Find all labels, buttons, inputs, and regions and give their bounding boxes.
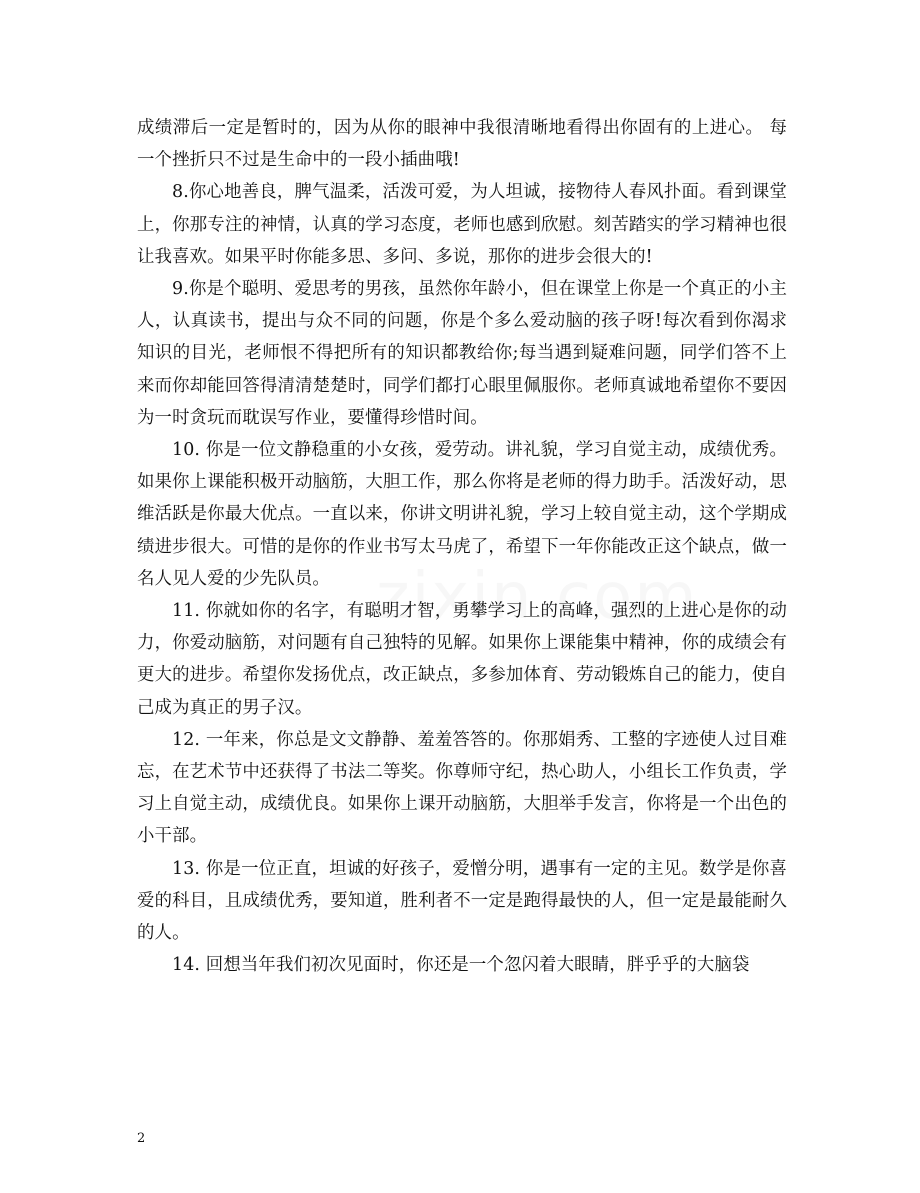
body-text	[137, 112, 787, 981]
paragraph-continued: 成绩滞后一定是暂时的，因为从你的眼神中我很清晰地看得出你固有的上进心。 每一个挫折只不过是生命中的一段小插曲哦!	[137, 118, 787, 171]
paragraph-10: 10. 你是一位文静稳重的小女孩，爱劳动。讲礼貌，学习自觉主动，成绩优秀。如果你上课能积极开动脑筋，大胆工作，那么你将是老师的得力助手。活泼好动，思维活跃是你最大优点。一直以来，你讲文明讲礼貌，学习上较自觉主动，这个学期成绩进步很大。可惜的是你的作业书写太马虎了，希望下一年你能改正这个缺点，做一名人见人爱的少先队员。	[137, 440, 787, 589]
paragraph-14: 14. 回想当年我们初次见面时，你还是一个忽闪着大眼睛，胖乎乎的大脑袋	[172, 955, 750, 976]
paragraph-11: 11. 你就如你的名字，有聪明才智，勇攀学习上的高峰，强烈的上进心是你的动力，你爱动脑筋，对问题有自己独特的见解。如果你上课能集中精神，你的成绩会有更大的进步。希望你发扬优点，改正缺点，多参加体育、劳动锻炼自己的能力，使自己成为真正的男子汉。	[137, 601, 787, 718]
paragraph-9: 9.你是个聪明、爱思考的男孩，虽然你年龄小，但在课堂上你是一个真正的小主人，认真读书，提出与众不同的问题，你是个多么爱动脑的孩子呀!每次看到你渴求知识的目光，老师恨不得把所有的知识都教给你;每当遇到疑难问题，同学们答不上来而你却能回答得清清楚楚时，同学们都打心眼里佩服你。老师真诚地希望你不要因为一时贪玩而耽误写作业，要懂得珍惜时间。	[137, 279, 787, 428]
page-number: 2	[137, 1131, 146, 1146]
paragraph-13: 13. 你是一位正直，坦诚的好孩子，爱憎分明，遇事有一定的主见。数学是你喜爱的科目，且成绩优秀，要知道，胜利者不一定是跑得最快的人，但一定是最能耐久的人。	[137, 858, 787, 944]
paragraph-8: 8.你心地善良，脾气温柔，活泼可爱，为人坦诚，接物待人春风扑面。看到课堂上，你那专注的神情，认真的学习态度，老师也感到欣慰。刻苦踏实的学习精神也很让我喜欢。如果平时你能多思、多问、多说，那你的进步会很大的!	[137, 182, 787, 267]
paragraph-12: 12. 一年来，你总是文文静静、羞羞答答的。你那娟秀、工整的字迹使人过目难忘，在艺术节中还获得了书法二等奖。你尊师守纪，热心助人，小组长工作负责，学习上自觉主动，成绩优良。如果你上课开动脑筋，大胆举手发言，你将是一个出色的小干部。	[137, 729, 787, 847]
